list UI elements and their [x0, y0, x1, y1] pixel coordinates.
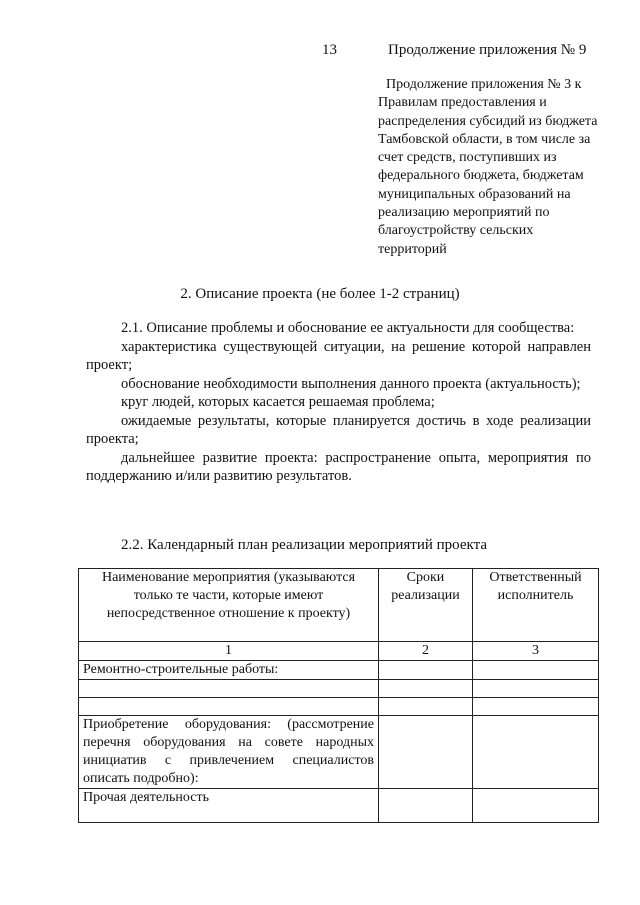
section-title: 2. Описание проекта (не более 1-2 страниц): [180, 286, 460, 302]
appendix-continuation-label: Продолжение приложения № 9: [388, 42, 587, 58]
column-header-responsible: Ответственный исполнитель: [473, 569, 599, 642]
appendix-note: Продолжение приложения № 3 к Правилам предоставления и распределения субсидий из бюджета Тамбовской области, в том числе за счет средств, поступивших из федерального бюджета, бюджетам муниципальных образований на реализацию мероприятий по благоустройству сельских территорий: [378, 77, 598, 257]
activity-cell: [79, 698, 379, 716]
deadline-cell: [379, 789, 473, 823]
table-row: [79, 680, 599, 698]
page-number: 13: [322, 42, 337, 58]
table-row: [79, 661, 599, 680]
description-item: характеристика существующей ситуации, на решение которой направлен проект;: [86, 338, 591, 373]
description-item: обоснование необходимости выполнения данного проекта (актуальность);: [121, 375, 581, 392]
responsible-cell: [473, 716, 599, 789]
responsible-cell: [473, 661, 599, 680]
deadline-cell: [379, 680, 473, 698]
responsible-cell: [473, 698, 599, 716]
table-row: [79, 789, 599, 823]
description-item: круг людей, которых касается решаемая проблема;: [121, 394, 435, 410]
table-row: [79, 716, 599, 789]
description-item: ожидаемые результаты, которые планируется достичь в ходе реализации проекта;: [86, 412, 591, 447]
responsible-cell: [473, 680, 599, 698]
description-item: 2.1. Описание проблемы и обоснование ее актуальности для сообщества:: [121, 320, 575, 336]
table-number-row: [79, 642, 599, 661]
column-number: 1: [79, 642, 379, 661]
deadline-cell: [379, 661, 473, 680]
project-description: [86, 319, 591, 486]
activity-cell: Приобретение оборудования: (рассмотрение перечня оборудования на совете народных инициатив с привлечением специалистов описать подробно):: [79, 716, 379, 789]
deadline-cell: [379, 716, 473, 789]
column-number: 2: [379, 642, 473, 661]
column-header-activity: Наименование мероприятия (указываются только те части, которые имеют непосредственное отношение к проекту): [79, 569, 379, 642]
subsection-title: 2.2. Календарный план реализации мероприятий проекта: [121, 537, 488, 553]
activity-cell: [79, 680, 379, 698]
responsible-cell: [473, 789, 599, 823]
deadline-cell: [379, 698, 473, 716]
column-header-deadline: Сроки реализации: [379, 569, 473, 642]
column-number: 3: [473, 642, 599, 661]
activity-cell: Прочая деятельность: [79, 789, 379, 823]
table-header-row: [79, 569, 599, 642]
activity-cell: Ремонтно-строительные работы:: [79, 661, 379, 680]
description-item: дальнейшее развитие проекта: распространение опыта, мероприятия по поддержанию и/или развитию результатов.: [86, 449, 591, 484]
calendar-plan-table: [78, 568, 599, 823]
table-row: [79, 698, 599, 716]
